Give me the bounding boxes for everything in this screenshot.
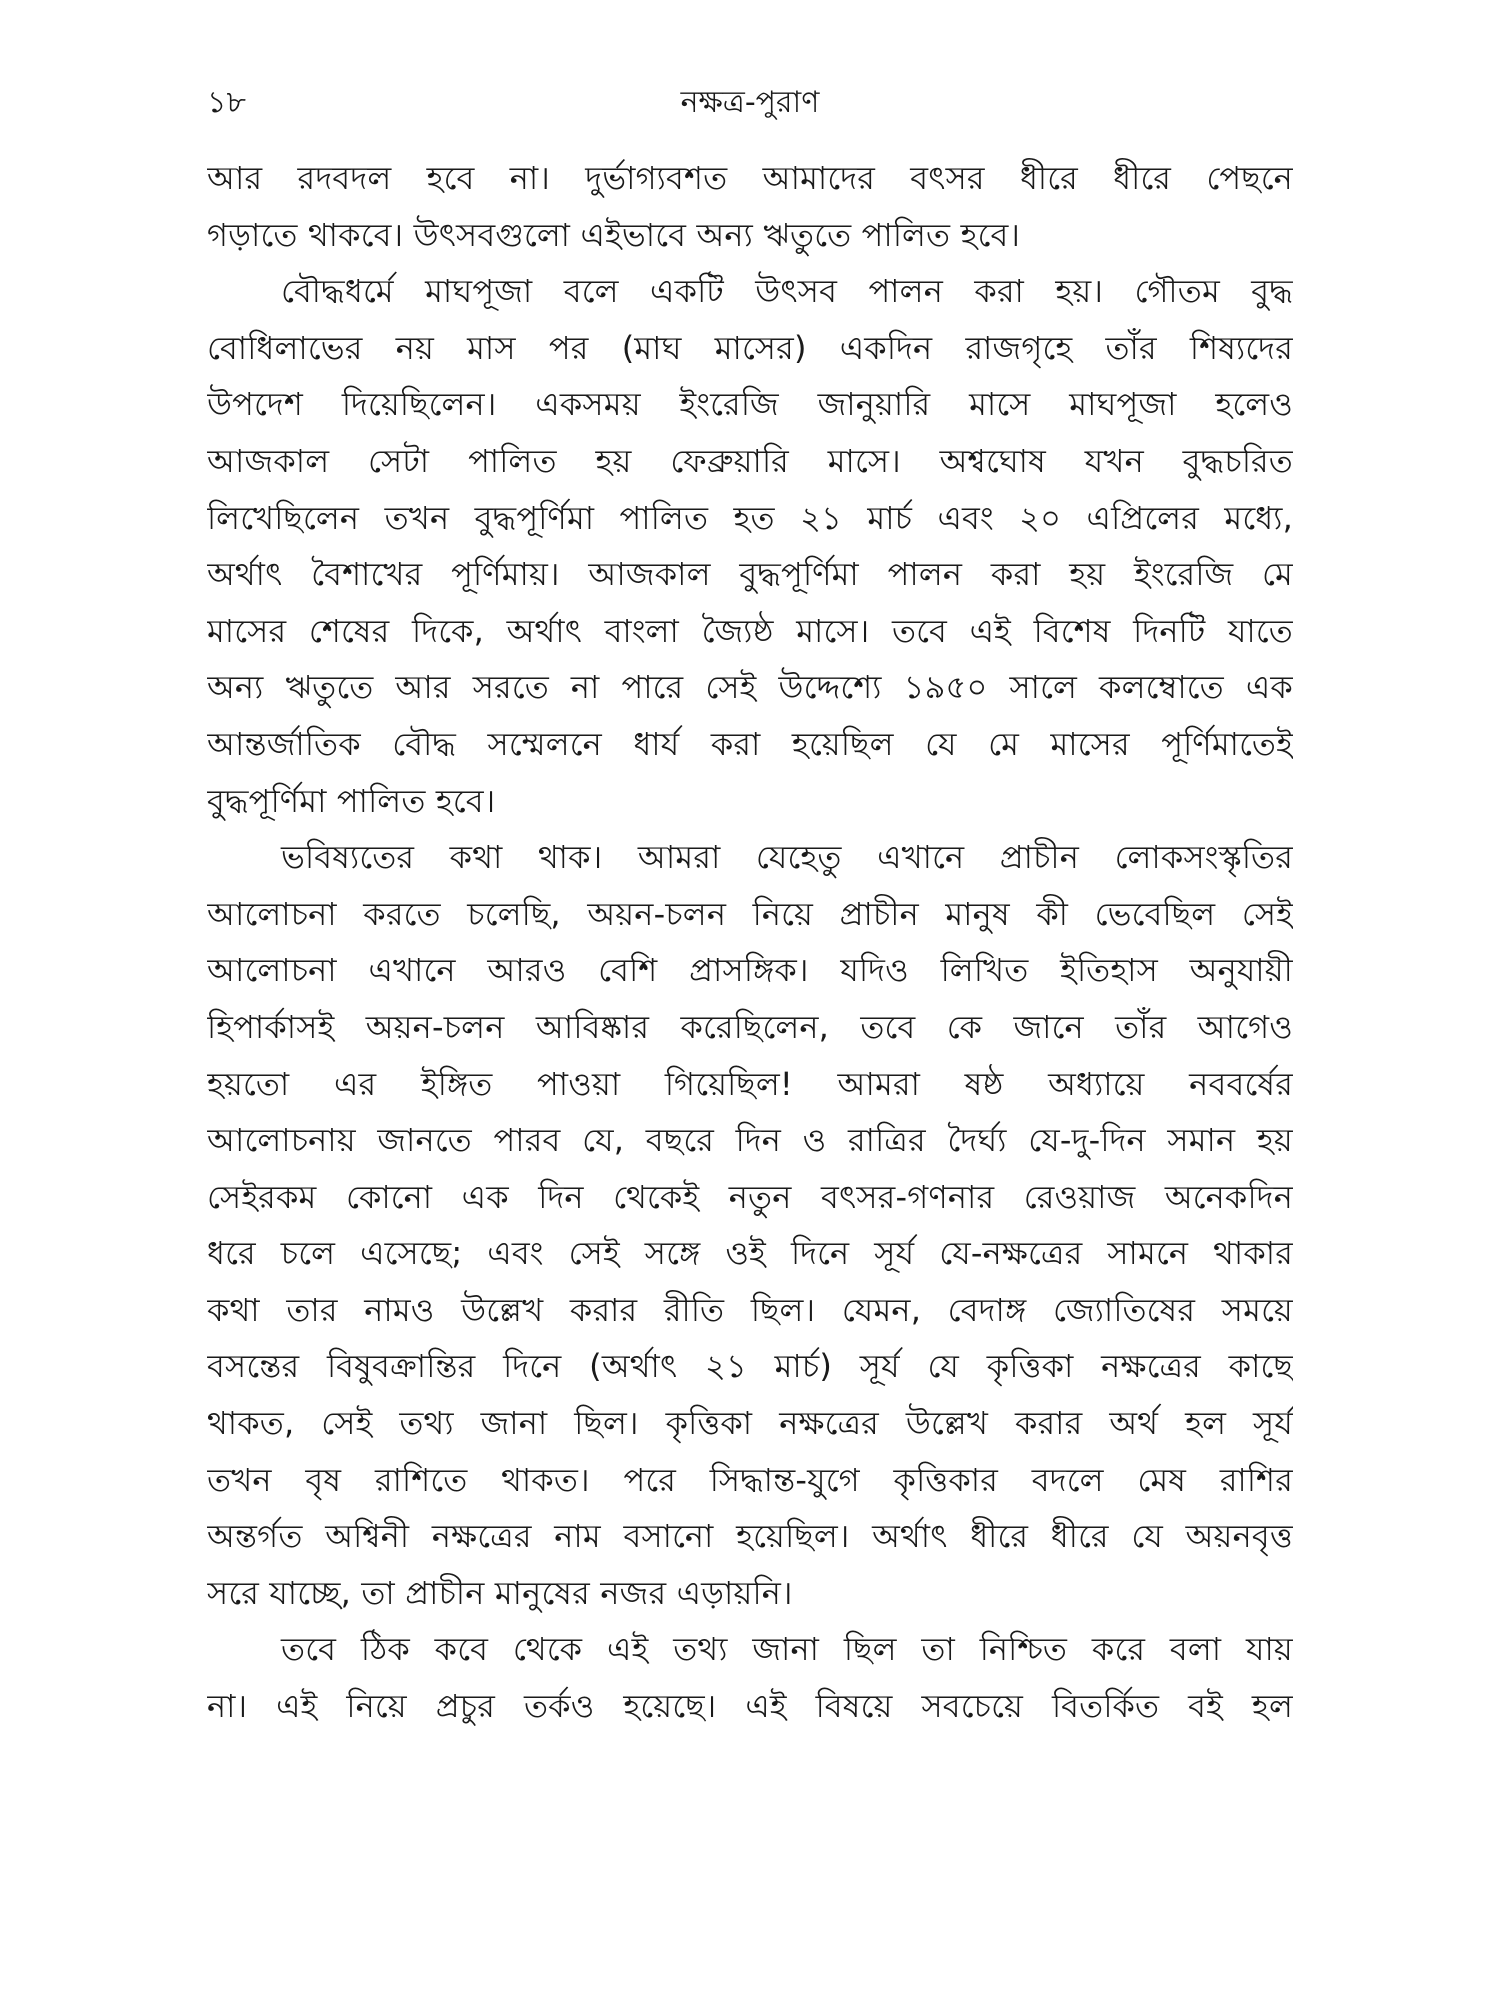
text-line: বৌদ্ধধর্মে মাঘপূজা বলে একটি উৎসব পালন করা হয়। গৌতম বুদ্ধ (281, 272, 1293, 311)
text-line: বোধিলাভের নয় মাস পর (মাঘ মাসের) একদিন রাজগৃহে তাঁর শিষ্যদের (207, 328, 1293, 367)
text-line: উপদেশ দিয়েছিলেন। একসময় ইংরেজি জানুয়ারি মাসে মাঘপূজা হলেও (207, 385, 1293, 424)
text-line: কথা তার নামও উল্লেখ করার রীতি ছিল। যেমন, বেদাঙ্গ জ্যোতিষের সময়ে (207, 1290, 1293, 1329)
body-text (207, 150, 1293, 1735)
text-line: তবে ঠিক কবে থেকে এই তথ্য জানা ছিল তা নিশ্চিত করে বলা যায় (281, 1630, 1293, 1669)
text-line: আলোচনা করতে চলেছি, অয়ন-চলন নিয়ে প্রাচীন মানুষ কী ভেবেছিল সেই (207, 894, 1293, 933)
page-header (207, 78, 1293, 128)
text-line: মাসের শেষের দিকে, অর্থাৎ বাংলা জ্যৈষ্ঠ মাসে। তবে এই বিশেষ দিনটি যাতে (207, 611, 1293, 650)
text-line: আন্তর্জাতিক বৌদ্ধ সম্মেলনে ধার্য করা হয়েছিল যে মে মাসের পূর্ণিমাতেই (207, 724, 1293, 763)
running-title: নক্ষত্র-পুরাণ (680, 85, 820, 120)
page-number: ১৮ (207, 85, 246, 120)
text-line: গড়াতে থাকবে। উৎসবগুলো এইভাবে অন্য ঋতুতে পালিত হবে। (207, 215, 1021, 254)
text-line: আলোচনায় জানতে পারব যে, বছরে দিন ও রাত্রির দৈর্ঘ্য যে-দু-দিন সমান হয় (207, 1121, 1293, 1160)
text-line: লিখেছিলেন তখন বুদ্ধপূর্ণিমা পালিত হত ২১ মার্চ এবং ২০ এপ্রিলের মধ্যে, (207, 498, 1293, 537)
text-line: ভবিষ্যতের কথা থাক। আমরা যেহেতু এখানে প্রাচীন লোকসংস্কৃতির (281, 838, 1293, 877)
text-line: বুদ্ধপূর্ণিমা পালিত হবে। (207, 781, 496, 820)
text-line: আজকাল সেটা পালিত হয় ফেব্রুয়ারি মাসে। অশ্বঘোষ যখন বুদ্ধচরিত (207, 441, 1293, 480)
text-line: আর রদবদল হবে না। দুর্ভাগ্যবশত আমাদের বৎসর ধীরে ধীরে পেছনে (207, 159, 1293, 197)
text-line: অন্তর্গত অশ্বিনী নক্ষত্রের নাম বসানো হয়েছিল। অর্থাৎ ধীরে ধীরে যে অয়নবৃত্ত (207, 1517, 1293, 1556)
text-line: থাকত, সেই তথ্য জানা ছিল। কৃত্তিকা নক্ষত্রের উল্লেখ করার অর্থ হল সূর্য (207, 1404, 1293, 1443)
text-line: হয়তো এর ইঙ্গিত পাওয়া গিয়েছিল! আমরা ষষ্ঠ অধ্যায়ে নববর্ষের (207, 1064, 1293, 1103)
text-line: আলোচনা এখানে আরও বেশি প্রাসঙ্গিক। যদিও লিখিত ইতিহাস অনুযায়ী (207, 951, 1293, 990)
text-line: বসন্তের বিষুবক্রান্তির দিনে (অর্থাৎ ২১ মার্চ) সূর্য যে কৃত্তিকা নক্ষত্রের কাছে (207, 1347, 1293, 1386)
text-line: অন্য ঋতুতে আর সরতে না পারে সেই উদ্দেশ্যে ১৯৫০ সালে কলম্বোতে এক (207, 668, 1293, 707)
text-line: না। এই নিয়ে প্রচুর তর্কও হয়েছে। এই বিষয়ে সবচেয়ে বিতর্কিত বই হল (207, 1687, 1293, 1726)
text-line: সেইরকম কোনো এক দিন থেকেই নতুন বৎসর-গণনার রেওয়াজ অনেকদিন (207, 1177, 1293, 1216)
text-line: সরে যাচ্ছে, তা প্রাচীন মানুষের নজর এড়ায়নি। (207, 1573, 793, 1612)
text-line: ধরে চলে এসেছে; এবং সেই সঙ্গে ওই দিনে সূর্য যে-নক্ষত্রের সামনে থাকার (207, 1234, 1293, 1273)
text-line: তখন বৃষ রাশিতে থাকত। পরে সিদ্ধান্ত-যুগে কৃত্তিকার বদলে মেষ রাশির (207, 1460, 1293, 1499)
text-line: অর্থাৎ বৈশাখের পূর্ণিমায়। আজকাল বুদ্ধপূর্ণিমা পালন করা হয় ইংরেজি মে (207, 555, 1293, 594)
text-line: হিপার্কাসই অয়ন-চলন আবিষ্কার করেছিলেন, তবে কে জানে তাঁর আগেও (207, 1007, 1293, 1046)
